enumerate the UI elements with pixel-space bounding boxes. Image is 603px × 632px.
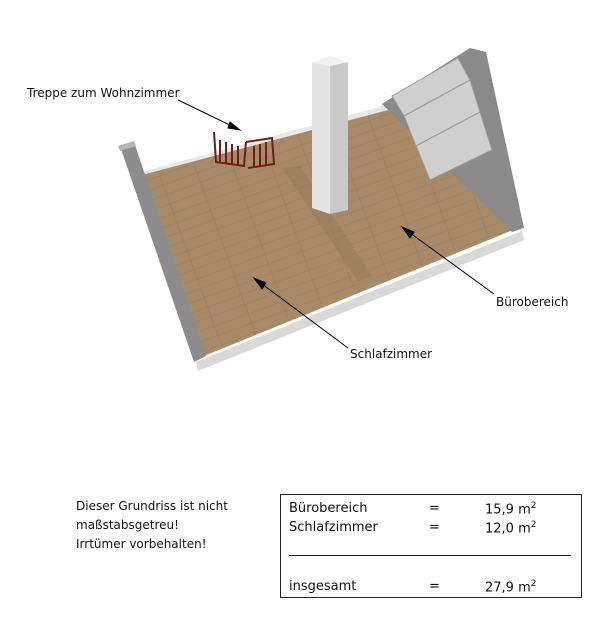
area-row-bedroom	[289, 520, 573, 538]
area-equals: =	[429, 520, 440, 535]
disclaimer-line: Irrtümer vorbehalten!	[76, 537, 207, 551]
bedroom-label: Schlafzimmer	[350, 347, 433, 361]
area-equals: =	[429, 501, 440, 516]
area-row-office	[289, 501, 573, 519]
area-total-value: 27,9 $m^2$	[485, 579, 537, 596]
disclaimer-line: maßstabsgetreu!	[76, 518, 179, 532]
stairs-label: Treppe zum Wohnzimmer	[27, 86, 180, 100]
area-total-name: insgesamt	[289, 579, 357, 594]
area-row-total	[289, 579, 573, 597]
area-name: Bürobereich	[289, 501, 368, 516]
area-equals: =	[429, 579, 440, 594]
pillar-front	[312, 62, 330, 214]
office-label: Bürobereich	[496, 295, 569, 309]
disclaimer-line: Dieser Grundriss ist nicht	[76, 499, 228, 513]
area-divider	[289, 555, 571, 556]
disclaimer	[76, 497, 228, 554]
area-table	[280, 494, 582, 598]
pillar-side	[330, 62, 348, 214]
area-name: Schlafzimmer	[289, 520, 378, 535]
area-value: 15,9 $m^2$	[485, 501, 537, 518]
area-value: 12,0 $m^2$	[485, 520, 537, 537]
